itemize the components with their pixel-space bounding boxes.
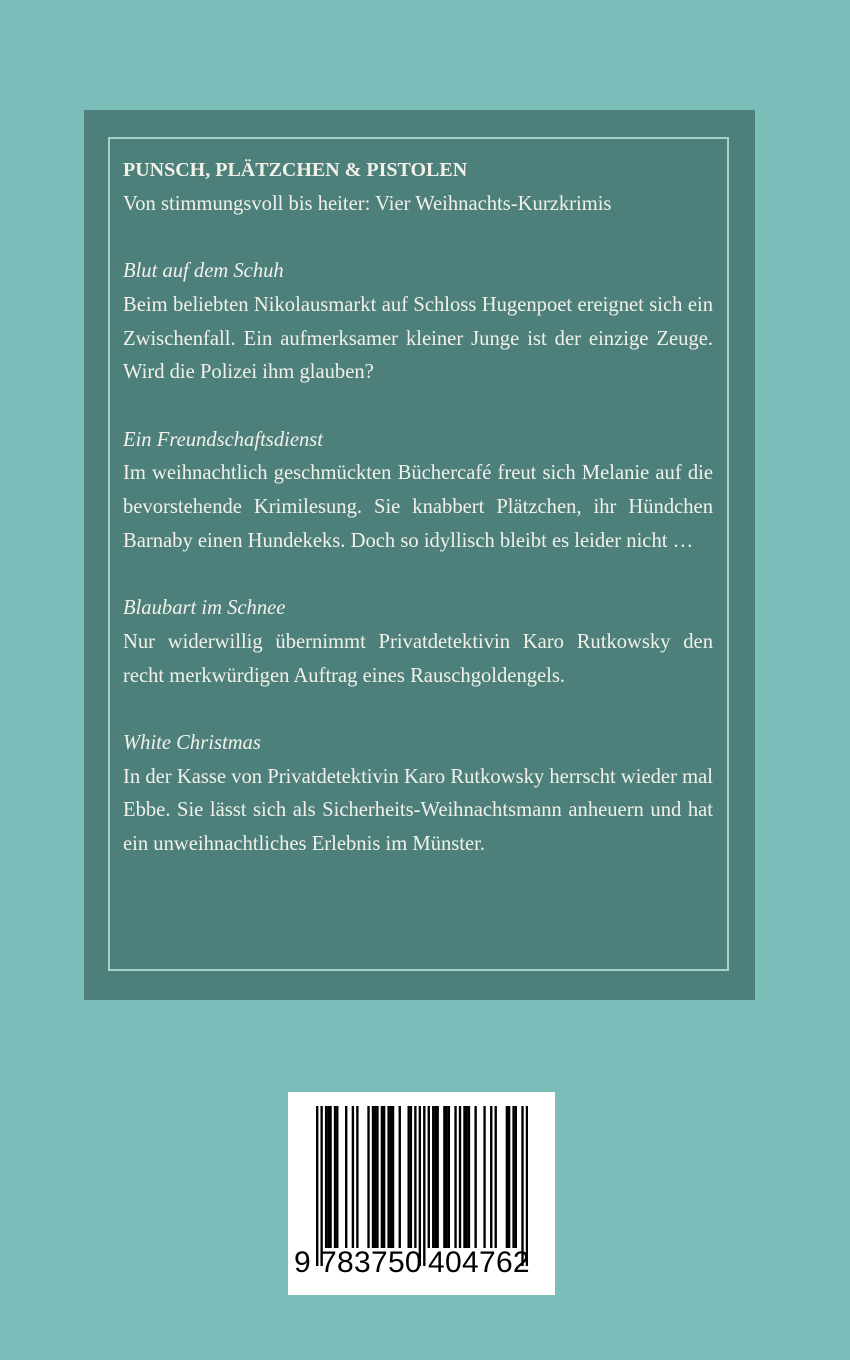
story-2 — [123, 424, 713, 559]
barcode-bar — [428, 1106, 430, 1248]
barcode-bar — [495, 1106, 497, 1248]
isbn-right-digits: 404762 — [428, 1246, 530, 1279]
story-text: Beim beliebten Nikolausmarkt auf Schloss Hugenpoet ereignet sich ein Zwischenfall. Ein aufmerksamer kleiner Junge ist der einzige Zeuge. Wird die Polizei ihm glauben? — [123, 293, 713, 384]
barcode-bar — [512, 1106, 514, 1248]
barcode-bar — [356, 1106, 358, 1248]
story-3 — [123, 592, 713, 693]
barcode-bar — [515, 1106, 517, 1248]
barcode-bar — [521, 1106, 523, 1266]
barcode-bar — [423, 1106, 425, 1266]
barcode-bar — [454, 1106, 456, 1248]
barcode-bar — [459, 1106, 461, 1248]
barcode-bar — [381, 1106, 383, 1248]
barcode-bar — [443, 1106, 445, 1248]
barcode-bar — [390, 1106, 392, 1248]
isbn-prefix-digit: 9 — [294, 1246, 311, 1279]
story-text: Im weihnachtlich geschmückten Büchercafé freut sich Melanie auf die bevorstehende Krimilesung. Sie knabbert Plätzchen, ihr Hündchen Barnaby einen Hundekeks. Doch so idyllisch bleibt es leider nicht … — [123, 462, 713, 552]
barcode-bar — [474, 1106, 476, 1248]
barcode-bar — [483, 1106, 485, 1248]
barcode-bar — [329, 1106, 331, 1248]
back-cover-panel — [84, 110, 755, 1000]
story-title: White Christmas — [123, 731, 261, 754]
isbn-left-digits: 783750 — [320, 1246, 422, 1279]
barcode-bar — [367, 1106, 369, 1248]
barcode-bar — [419, 1106, 421, 1266]
isbn-number — [294, 1246, 549, 1280]
barcode-bar — [445, 1106, 447, 1248]
barcode-bar — [410, 1106, 412, 1248]
blurb-text-block — [123, 154, 713, 862]
story-4 — [123, 727, 713, 862]
barcode-bar — [345, 1106, 347, 1248]
barcode-bar — [506, 1106, 508, 1248]
book-subtitle: Von stimmungsvoll bis heiter: Vier Weihnachts-Kurzkrimis — [123, 192, 612, 215]
barcode-bar — [448, 1106, 450, 1248]
story-title: Ein Freundschaftsdienst — [123, 428, 324, 451]
barcode-bar — [407, 1106, 409, 1248]
barcode-bar — [327, 1106, 329, 1248]
barcode-bar — [468, 1106, 470, 1248]
barcode-bar — [490, 1106, 492, 1248]
barcode-bar — [434, 1106, 436, 1248]
barcode-bars — [316, 1106, 528, 1266]
barcode-bar — [466, 1106, 468, 1248]
barcode-bar — [336, 1106, 338, 1248]
barcode-bar — [376, 1106, 378, 1248]
barcode-bar — [320, 1106, 322, 1266]
barcode-bar — [392, 1106, 394, 1248]
barcode-bar — [437, 1106, 439, 1248]
story-1 — [123, 255, 713, 390]
barcode-bar — [352, 1106, 354, 1248]
story-title: Blut auf dem Schuh — [123, 260, 284, 283]
book-title: PUNSCH, PLÄTZCHEN & PISTOLEN — [123, 159, 468, 181]
story-text: Nur widerwillig übernimmt Privatdetektivin Karo Rutkowsky den recht merkwürdigen Auftrag eines Rauschgoldengels. — [123, 630, 713, 687]
barcode-bar — [325, 1106, 327, 1248]
barcode-bar — [526, 1106, 528, 1266]
barcode-bar — [372, 1106, 374, 1248]
barcode-bar — [316, 1106, 318, 1266]
barcode-bar — [508, 1106, 510, 1248]
barcode-bar — [383, 1106, 385, 1248]
barcode-bar — [334, 1106, 336, 1248]
isbn-barcode — [288, 1092, 555, 1295]
barcode-bar — [463, 1106, 465, 1248]
barcode-bar — [387, 1106, 389, 1248]
story-title: Blaubart im Schnee — [123, 597, 286, 620]
barcode-bar — [414, 1106, 416, 1248]
barcode-bar — [374, 1106, 376, 1248]
barcode-bar — [432, 1106, 434, 1248]
barcode-bar — [399, 1106, 401, 1248]
story-text: In der Kasse von Privatdetektivin Karo Rutkowsky herrscht wieder mal Ebbe. Sie lässt sich als Sicherheits-Weihnachtsmann anheuern und hat ein unweihnachtliches Erlebnis im Münster. — [123, 765, 713, 855]
